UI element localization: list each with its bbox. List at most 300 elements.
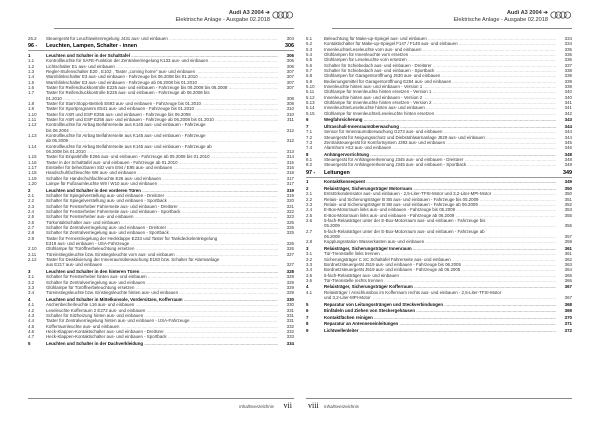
toc-number: 26.2 xyxy=(28,36,37,41)
toc-page: 355 xyxy=(564,212,572,218)
toc-title: Taster für Fernentriegelung der Heckklappe E233 und Taster für Tankdeckelentriegelung xyxy=(46,235,218,241)
toc-page: 318 xyxy=(286,170,294,176)
toc-number: 2.2 xyxy=(306,196,313,202)
toc-title: Leuchten und Schalter in der Dachverkleidung ..... xyxy=(46,341,278,346)
toc-title: Lichtwellenleiter ..... xyxy=(324,328,556,333)
toc-title: ab 05.2009 ..... xyxy=(46,138,278,143)
toc-page: 315 xyxy=(286,159,294,165)
header-rule xyxy=(54,28,294,29)
toc-page: 344 xyxy=(564,129,572,135)
toc-title: Glühlampen für Innenleuchte vorn ersetzen ..... xyxy=(324,52,556,57)
toc-title: Glühlampe für Türöffnerbeleuchtung ersetzen ..... xyxy=(46,246,278,251)
toc-section xyxy=(306,179,572,184)
toc-page: 313 xyxy=(286,149,294,155)
toc-number: 7 xyxy=(306,314,309,320)
toc-number: 2.4 xyxy=(306,207,313,213)
toc-number: 1.6 xyxy=(28,84,35,90)
toc-title: Schalter für Zentralverriegelung aus- und einbauen ..... xyxy=(46,280,278,285)
toc-number: 3.6 xyxy=(306,277,313,283)
footer-rule xyxy=(306,398,572,399)
toc-title: 06.2009 ..... xyxy=(324,234,556,239)
toc-page: 310 xyxy=(286,106,294,112)
toc-number: 3.5 xyxy=(306,272,313,278)
toc-number: 1.20 xyxy=(28,181,37,187)
toc-title: Taster für Start-Stopp-Betrieb E693 aus- und einbauen - Fahrzeuge bis 01.2010 ..... xyxy=(46,101,278,106)
toc-page: 332 xyxy=(286,323,294,329)
toc-page: 330 xyxy=(286,302,294,308)
toc-number: 2.1 xyxy=(306,191,313,197)
toc-number: 1.13 xyxy=(28,133,37,138)
toc-number: 5 xyxy=(28,340,31,346)
toc-page: 367 xyxy=(564,284,572,290)
toc-number: 2.8 xyxy=(28,230,35,236)
toc-number: 4.2 xyxy=(28,307,35,313)
toc-title: Glühlampe für Innenleuchte hinten ersetzen - Version 2 ..... xyxy=(324,100,556,105)
toc-section xyxy=(306,308,572,313)
toc-number: 2.4 xyxy=(28,209,35,214)
toc-page: 344 xyxy=(564,123,572,129)
toc-page: 352 xyxy=(564,201,572,207)
toc-page: 346 xyxy=(564,145,572,151)
toc-title: Leuchten und Schalter in den hinteren Türen ..... xyxy=(46,269,278,274)
toc-number: 2.6 xyxy=(306,217,313,223)
toc-page: 323 xyxy=(286,214,294,220)
toc-number: 4.5 xyxy=(28,323,35,329)
toc-entry xyxy=(306,111,572,116)
toc-number: 2 xyxy=(306,185,309,191)
toc-page: 317 xyxy=(286,175,294,181)
toc-title: Heck-Klappen-Kontaktschalter aus- und einbauen - Sportback ..... xyxy=(46,334,278,339)
toc-page: 341 xyxy=(564,105,572,111)
toc-page: 331 xyxy=(286,307,294,313)
toc-title: Taster für Einparkhilfe E266 aus- und einbauen - Fahrzeuge ab 05.2008 bis 01.2010 ..... xyxy=(46,154,278,159)
toc-number: 2.7 xyxy=(28,225,35,231)
toc-title: Sicherungsträger C SC Schaltafel Fahrerseite aus- und einbauen ..... xyxy=(324,257,556,262)
toc-page: 345 xyxy=(564,139,572,145)
toc-title: Kontaktkonsequent ..... xyxy=(324,179,556,184)
toc-number: 1 xyxy=(306,179,309,185)
toc-title: 06.2008 bis 01.2010 ..... xyxy=(46,149,278,154)
toc-number: 3.4 xyxy=(28,290,35,296)
header-model: Audi A3 2004 ➔ xyxy=(506,10,548,16)
toc-title: Bordnetzsteuergerät J519 aus- und einbauen - Fahrzeuge ab 06.2005 ..... xyxy=(324,267,556,272)
toc-title: Taster in der Schalttafel aus- und einbauen - Fahrzeuge ab 01.2010 ..... xyxy=(46,160,278,165)
toc-number: 3.2 xyxy=(28,279,35,285)
toc-number: 5.10 xyxy=(306,84,315,90)
toc-number: 3.4 xyxy=(306,267,313,273)
toc-page: 308 xyxy=(286,95,294,101)
toc-page: 325 xyxy=(286,219,294,225)
toc-title: Innenleuchte/Leseleuchte vorn aus- und einbauen ..... xyxy=(324,47,556,52)
toc-title: Leseleuchte Kofferraum 2 E272 aus- und einbauen ..... xyxy=(46,308,278,313)
toc-number: 8 xyxy=(306,321,309,327)
toc-title: Leitungen xyxy=(324,169,350,176)
toc-number: 1.15 xyxy=(28,154,37,160)
toc-page: 337 xyxy=(564,62,572,68)
toc-page: 336 xyxy=(564,52,572,58)
toc-title: Taster für Reifendruckkontrolle E226 aus- und einbauen - Fahrzeuge ab 06.2008 bis xyxy=(46,90,210,96)
toc-page: 329 xyxy=(286,279,294,285)
toc-page: 335 xyxy=(564,46,572,52)
toc-entry xyxy=(306,162,572,167)
toc-page: 343 xyxy=(564,117,572,123)
toc-title: Leuchten, Lampen, Schalter - innen xyxy=(46,43,138,50)
toc-page: 349 xyxy=(563,169,572,176)
toc-title: Glühlampe für Türöffnerbeleuchtung ersetzen ..... xyxy=(46,285,278,290)
toc-page: 368 xyxy=(564,301,572,307)
toc-number: 1.7 xyxy=(28,90,35,96)
toc-number: 4 xyxy=(28,296,31,302)
toc-number: 9 xyxy=(306,327,309,333)
toc-page: 304 xyxy=(286,36,294,41)
toc-title: Kofferraumleuchte aus- und einbauen ..... xyxy=(46,324,278,329)
toc-number: 3.2 xyxy=(306,256,313,262)
toc-title: Warnblinkschalter E3 aus- und einbauen - Fahrzeuge bis 06.2008 bis 01.2010 ..... xyxy=(46,74,278,79)
toc-page: 361 xyxy=(564,251,572,257)
toc-title: E319 aus- und einbauen - USA-Fahrzeuge ..... xyxy=(46,241,278,246)
audi-rings-logo xyxy=(272,11,294,19)
toc-title: 5-fach-Relaisträger aus- und einbauen ..... xyxy=(324,273,556,278)
toc-title: Schalter für Sitzheizung hinten aus- und einbauen ..... xyxy=(46,313,278,318)
toc-title: Glühlampen für Garagentoröffnung J530 aus- und einbauen ..... xyxy=(324,73,556,78)
toc-title: Alarmhorn H12 aus- und einbauen ..... xyxy=(324,145,556,150)
toc-number: 2.12 xyxy=(28,257,37,263)
toc-page: 306 xyxy=(286,58,294,64)
toc-page: 340 xyxy=(564,94,572,100)
toc-title: Innenleuchte hinten aus- und einbauen - Version 2 ..... xyxy=(324,95,556,100)
toc-title: 5-fach-Relaisträger unter der E-Box-Motorraum aus- und einbauen - Fahrzeuge ab xyxy=(324,228,485,234)
footer-label: Inhaltsverzeichnis xyxy=(324,404,359,409)
toc-number: 5.11 xyxy=(306,89,315,95)
toc-title: Handschuhfachleuchte W6 aus- und einbauen ..... xyxy=(46,170,278,175)
toc-page: 341 xyxy=(564,100,572,106)
toc-section xyxy=(306,315,572,320)
toc-entry xyxy=(306,295,572,300)
toc-chapter-heading xyxy=(28,43,294,51)
toc-title: Schalter für Fensterheber hinten aus- und einbauen ..... xyxy=(46,274,278,279)
toc-number: 4.6 xyxy=(28,328,35,334)
toc-page: 307 xyxy=(286,79,294,85)
toc-page: 325 xyxy=(286,230,294,236)
toc-page: 320 xyxy=(286,198,294,204)
toc-section xyxy=(306,117,572,122)
toc-title: E-Box-Motorraum links aus- und einbauen - Fahrzeuge ab 06.2009 ..... xyxy=(324,213,556,218)
toc-page: 321 xyxy=(286,203,294,209)
toc-number: 5.15 xyxy=(306,110,315,116)
toc-page: 328 xyxy=(286,274,294,280)
toc-title: bis 06.2004 ..... xyxy=(46,128,278,133)
toc-title: Bedienungsmittel für Garagentoröffnung E284 aus- und einbauen ..... xyxy=(324,79,556,84)
toc-page: 350 xyxy=(564,191,572,197)
toc-title: Leuchten und Schalter in Mittelkonsole, Vordersitzen, Kofferraum ..... xyxy=(46,297,278,302)
toc-number: 1.14 xyxy=(28,143,37,149)
toc-title: Schalter für Zentralverriegelung aus- und einbauen - Sportback ..... xyxy=(46,230,278,235)
header-edition: Elektrische Anlage - Ausgabe 02.2018 xyxy=(175,17,270,23)
toc-number: 3.3 xyxy=(306,261,313,267)
toc-page: 339 xyxy=(564,84,572,90)
toc-number: 2.6 xyxy=(28,219,35,225)
toc-title: Steuergerät für Anhängererkennung J345 aus- und einbauen - Dreitürer ..... xyxy=(324,157,556,162)
toc-title: Relais- und Sicherungsträger B SB aus- und einbauen - Fahrzeuge bis 05.2009 ..... xyxy=(324,197,556,202)
toc-number: 5.9 xyxy=(306,78,313,84)
toc-number: 6 xyxy=(306,117,309,123)
toc-page: 338 xyxy=(564,68,572,74)
toc-entry xyxy=(306,278,572,283)
toc-page: 330 xyxy=(286,296,294,302)
header-text xyxy=(175,10,270,24)
toc-title: Relaisträger, Sicherungsträger Innenraum ..... xyxy=(324,246,556,251)
toc-title: Ultraschall-Innenraumüberwachung ..... xyxy=(324,124,556,129)
toc-title: Taster für Deaktivierung der Innenraumüberwachung E183 bzw. Schalter für Alarmanlage xyxy=(46,257,220,263)
toc-entry xyxy=(306,239,572,244)
toc-title: Innenleuchte hinten aus- und einbauen - Version 1 ..... xyxy=(324,84,556,89)
audi-rings-logo xyxy=(550,11,572,19)
toc-page: 348 xyxy=(564,162,572,168)
toc-page: 365 xyxy=(564,272,572,278)
toc-title: Glühlampen für Leseleuchte vorn ersetzen ..... xyxy=(324,57,556,62)
toc-title: Schalter für Spiegelverstellung aus- und einbauen - Dreitürer ..... xyxy=(46,193,278,198)
toc-title: Schalter für Spiegelverstellung aus- und einbauen - Sportback ..... xyxy=(46,198,278,203)
toc-number: 1.4 xyxy=(28,74,35,80)
toc-number: 5.3 xyxy=(306,46,313,52)
toc-page: 310 xyxy=(286,111,294,117)
toc-title: 05.2009 ..... xyxy=(324,223,556,228)
toc-page: 369 xyxy=(564,308,572,314)
toc-page: 339 xyxy=(564,73,572,79)
toc-title: Türeinstiegsleuchte bzw. Einstiegsleuchte vorn aus- und einbauen ..... xyxy=(46,252,278,257)
toc-number: 2.3 xyxy=(28,203,35,209)
toc-title: Glühlampe für Innenleuchte hinten ersetzen - Version 1 ..... xyxy=(324,89,556,94)
toc-number: 1.3 xyxy=(28,68,35,74)
toc-title: Anhängervorrichtung ..... xyxy=(324,152,556,157)
toc-title: 5-fach-Relaisträger unter der E-Box-Motorraum aus- und einbauen - Fahrzeuge bis xyxy=(324,217,486,223)
toc-title: Schalter für Zentralverriegelung aus- und einbauen - Dreitürer ..... xyxy=(46,225,278,230)
toc-title: Schalter für Fensterheber Fahrerseite aus- und einbauen - Dreitürer ..... xyxy=(46,204,278,209)
toc-page: 371 xyxy=(564,321,572,327)
toc-title: Steuergerät für Neigungsschutz und Diebstahlwarnanlage J529 aus- und einbauen ..... xyxy=(324,135,556,140)
toc-title: Schalter für Schiebedach aus- und einbauen - Dreitürer ..... xyxy=(324,63,556,68)
toc-number: 7.1 xyxy=(306,129,313,135)
toc-number: 2.2 xyxy=(28,198,35,204)
toc-page: 325 xyxy=(286,225,294,231)
toc-page: 356 xyxy=(564,223,572,229)
toc-title: Kontrollleuchte für Airbag Beifahrerseite aus K145 aus- und einbauen - Fahrzeuge ab xyxy=(46,143,212,149)
toc-page: 366 xyxy=(564,277,572,283)
toc-entry xyxy=(28,290,294,295)
toc-list xyxy=(28,36,294,346)
toc-number: 5.14 xyxy=(306,105,315,111)
toc-page: 331 xyxy=(286,318,294,324)
toc-title: Bordnetzsteuergerät J519 aus- und einbauen - Fahrzeuge bis 06.2005 ..... xyxy=(324,262,556,267)
toc-page: 364 xyxy=(564,267,572,273)
toc-title: Lampe für Fußraumleuchte W9 / W10 aus- und einbauen ..... xyxy=(46,181,278,186)
toc-page: 316 xyxy=(286,165,294,171)
toc-number: 6 xyxy=(306,308,309,314)
toc-number: 5.1 xyxy=(306,36,313,41)
toc-page: 348 xyxy=(564,157,572,163)
toc-title: Kontaktschalter für Make-up-Spiegel F147 / F148 aus- und einbauen ..... xyxy=(324,41,556,46)
toc-title: Einsteller für beheizbaren Sitz vorn E94 / E95 aus- und einbauen ..... xyxy=(46,165,278,170)
toc-page: 328 xyxy=(286,268,294,274)
toc-page: 350 xyxy=(564,185,572,191)
toc-number: 7.3 xyxy=(306,139,313,145)
toc-title: Tür-Trennstelle rechts trennen ..... xyxy=(324,278,556,283)
toc-number: 2.5 xyxy=(306,212,313,218)
toc-number: 4.4 xyxy=(28,318,35,324)
toc-number: 7 xyxy=(306,123,309,129)
toc-title: Sensor für Innenraumüberwachung G273 aus- und einbauen ..... xyxy=(324,129,556,134)
toc-page: 357 xyxy=(564,233,572,239)
toc-page: 361 xyxy=(564,245,572,251)
toc-number: 5.13 xyxy=(306,100,315,106)
page-footer xyxy=(28,398,294,414)
toc-title: Reparatur an Antenneneinleitungen ..... xyxy=(324,321,556,326)
toc-title: Aschenbecherleuchte L16 aus- und einbauen ..... xyxy=(46,302,278,307)
toc-page: 334 xyxy=(564,41,572,47)
toc-page: 314 xyxy=(286,154,294,160)
toc-page: 322 xyxy=(286,209,294,214)
toc-title: Tür-Trennstelle links trennen ..... xyxy=(324,251,556,256)
toc-title: und 3,2-Liter-MPI-Motor ..... xyxy=(324,295,556,300)
toc-title: Kontrollleuchte für Airbag Beifahrerseite aus K145 aus- und einbauen - Fahrzeuge xyxy=(46,122,206,128)
toc-page: 342 xyxy=(564,110,572,116)
toc-title: Beleuchtung für Make-up-Spiegel aus- und einbauen ..... xyxy=(324,36,556,41)
toc-number: 3.3 xyxy=(28,285,35,290)
toc-title: Lichtschalter E1 aus- und einbauen ..... xyxy=(46,64,278,69)
toc-number: 7.2 xyxy=(306,134,313,140)
toc-title: Schalter für Fensterheber aus- und einbauen ..... xyxy=(46,214,278,219)
toc-page: 332 xyxy=(286,328,294,334)
toc-number: 5.5 xyxy=(306,57,313,63)
toc-page: 372 xyxy=(564,327,572,333)
toc-title: Kupplungsstation Wasserkasten aus- und einbauen ..... xyxy=(324,239,556,244)
toc-number: 1.16 xyxy=(28,159,37,165)
toc-entry xyxy=(28,181,294,186)
toc-number: 2.8 xyxy=(306,239,313,245)
toc-page: 308 xyxy=(286,100,294,106)
toc-title: Relaisträger / Anschlussbox im Kofferraum rechts aus- und einbauen - 2,5-Liter-TFSI-Motor xyxy=(324,289,502,295)
toc-page: 362 xyxy=(564,256,572,262)
toc-number: 7.4 xyxy=(306,145,313,151)
toc-page: 370 xyxy=(564,314,572,320)
toc-section xyxy=(306,302,572,307)
toc-title: Zentralsteuergerät für Komfortsystem J393 aus- und einbauen ..... xyxy=(324,140,556,145)
page-number: viii xyxy=(308,401,319,410)
toc-number: 2.7 xyxy=(306,228,313,234)
toc-title: Warnblinkschalter E3 aus- und einbauen - Fahrzeuge ab 06.2008 bis 01.2010 ..... xyxy=(46,80,278,85)
toc-title: 01.2010 ..... xyxy=(46,96,278,101)
toc-number: 2.9 xyxy=(28,235,35,241)
toc-number: 1.11 xyxy=(28,116,37,122)
toc-title: Kontaktfächen reinigen ..... xyxy=(324,315,556,320)
toc-title: Reparatur von Leitungssträngen und Steckverbindungen ..... xyxy=(324,302,556,307)
toc-page: 319 xyxy=(286,192,294,198)
toc-number: 8.2 xyxy=(306,162,313,168)
toc-title: aus E217 aus- und einbauen ..... xyxy=(46,262,278,267)
toc-number: 3.1 xyxy=(306,251,313,257)
toc-section xyxy=(28,341,294,346)
toc-page: 317 xyxy=(286,181,294,187)
toc-entry xyxy=(28,262,294,267)
toc-page: 326 xyxy=(286,246,294,252)
toc-title: Relaisträger, Sicherungsträger Motorraum ..... xyxy=(324,186,556,191)
toc-page: 334 xyxy=(286,340,294,346)
toc-title: Kontrollleuchte für Airbag Beifahrerseite aus K145 aus- und einbauen - Fahrzeuge xyxy=(46,133,206,138)
toc-title: Regler-Stufenschalter E20 , E102 , Taster „coming home“ aus- und einbauen ..... xyxy=(46,69,278,74)
toc-title: Glühlampe für Innenleuchte/Leseleuchte hinten ersetzen ..... xyxy=(324,111,556,116)
footer-rule xyxy=(28,398,294,399)
toc-number: 3 xyxy=(28,268,31,274)
toc-title: Relaisträger, Sicherungsträger Kofferraum ..... xyxy=(324,284,556,289)
page-footer xyxy=(306,398,572,414)
toc-title: Innenleuchte/Leseleuchte hinten aus- und einbauen ..... xyxy=(324,105,556,110)
left-page xyxy=(28,10,294,414)
toc-number: 1.10 xyxy=(28,111,37,117)
toc-page: 339 xyxy=(564,78,572,84)
toc-title: Taster für Zentralverriegelung hinten aus- und einbauen - USA-Fahrzeuge ..... xyxy=(46,318,278,323)
toc-number: 8 xyxy=(306,151,309,157)
footer-label: Inhaltsverzeichnis xyxy=(239,404,274,409)
toc-title: Schalter für Schiebedach aus- und einbauen - Sportback ..... xyxy=(324,68,556,73)
toc-entry xyxy=(28,36,294,41)
toc-page: 336 xyxy=(564,57,572,63)
toc-page: 359 xyxy=(564,239,572,245)
toc-title: Entstörkondensator aus- und einbauen - 2,5-Liter-TFSI-Motor und 3,2-Liter-MPI-Motor ..... xyxy=(324,191,556,196)
toc-page: 331 xyxy=(286,312,294,318)
toc-title: Türkontaktschalter aus- und einbauen ..... xyxy=(46,220,278,225)
page-header xyxy=(422,10,572,32)
toc-number: 3.1 xyxy=(28,274,35,280)
toc-number: 97 - xyxy=(306,169,316,176)
toc-page: 363 xyxy=(564,261,572,267)
right-page xyxy=(306,10,572,414)
toc-number: 1 xyxy=(28,52,31,58)
toc-title: Relais- und Sicherungsträger B SB aus- und einbauen - Fahrzeuge ab 06.2009 ..... xyxy=(324,202,556,207)
toc-page: 340 xyxy=(564,89,572,95)
toc-page: 349 xyxy=(564,179,572,185)
toc-number: 2.3 xyxy=(306,201,313,207)
toc-number: 1.8 xyxy=(28,100,35,106)
toc-page: 344 xyxy=(564,134,572,140)
page-number: vii xyxy=(283,401,292,410)
toc-number: 4 xyxy=(306,284,309,290)
toc-number: 4.1 xyxy=(306,289,313,295)
toc-number: 3 xyxy=(306,245,309,251)
toc-number: 5.8 xyxy=(306,73,313,79)
page-header xyxy=(144,10,294,32)
toc-number: 5.6 xyxy=(306,62,313,68)
toc-number: 4.7 xyxy=(28,334,35,340)
header-text xyxy=(453,10,548,24)
toc-page: 319 xyxy=(286,187,294,193)
toc-title: Taster für Sportprogramm E541 aus- und einbauen - Fahrzeuge bis 01.2010 ..... xyxy=(46,106,278,111)
toc-page: 353 xyxy=(564,207,572,213)
toc-page: 306 xyxy=(286,63,294,69)
toc-number: 1.17 xyxy=(28,165,37,171)
toc-number: 1.12 xyxy=(28,122,37,128)
toc-page: 348 xyxy=(564,151,572,157)
toc-number: 2.10 xyxy=(28,246,37,252)
toc-number: 96 - xyxy=(28,43,38,50)
toc-title: Wegfahrsicherung ..... xyxy=(324,117,556,122)
toc-page: 329 xyxy=(286,290,294,296)
toc-number: 1.5 xyxy=(28,79,35,85)
toc-title: Steuergerät für Leuchtweitenregelung J431 aus- und einbauen ..... xyxy=(46,36,278,41)
toc-number: 5.2 xyxy=(306,41,313,47)
toc-number: 5.7 xyxy=(306,68,313,74)
toc-number: 5.12 xyxy=(306,94,315,100)
toc-page: 307 xyxy=(286,68,294,74)
